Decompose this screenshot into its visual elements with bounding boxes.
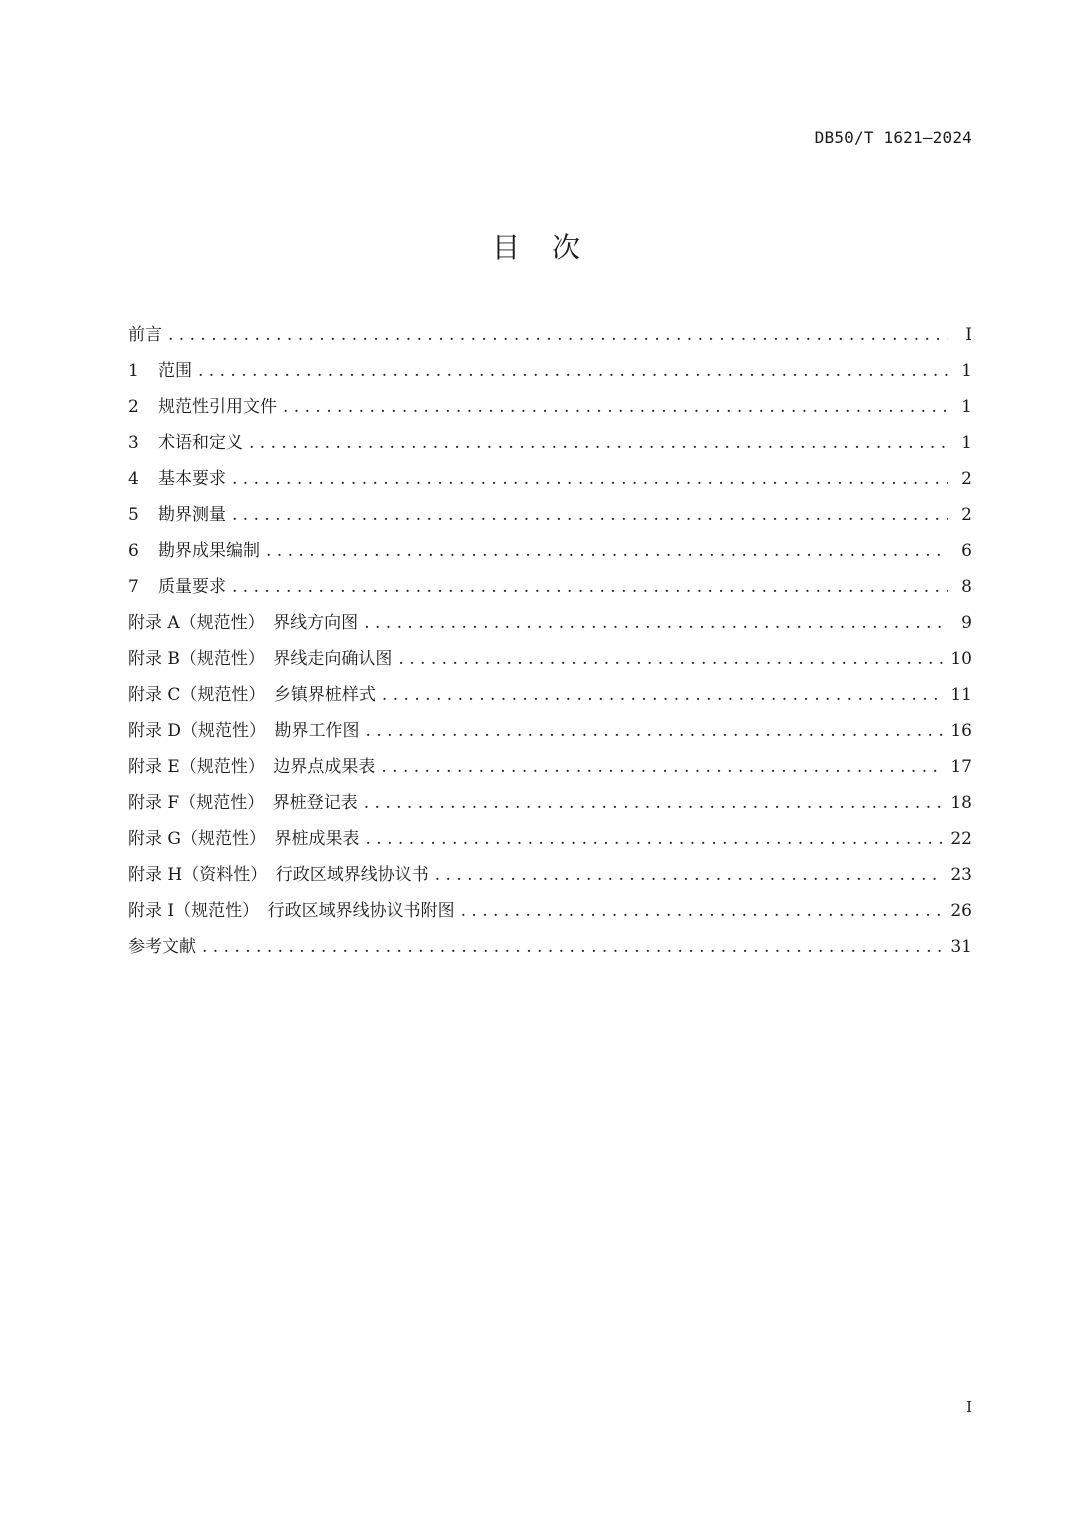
toc-page-number: 31 <box>950 937 972 957</box>
toc-page-number: I <box>965 325 972 345</box>
toc-entry-appendix-c[interactable] <box>128 680 972 716</box>
toc-page-number: 1 <box>961 361 972 381</box>
toc-page-number: 2 <box>961 505 972 525</box>
toc-section-number: 6 <box>128 541 139 561</box>
toc-page-number: 1 <box>961 433 972 453</box>
toc-label: 勘界成果编制 <box>158 541 260 561</box>
toc-leader-dots <box>266 541 948 561</box>
toc-entry-bibliography[interactable] <box>128 932 972 968</box>
toc-entry-appendix-i[interactable] <box>128 896 972 932</box>
toc-entry-foreword[interactable] <box>128 320 972 356</box>
toc-leader-dots <box>202 937 944 957</box>
toc-page-number: 22 <box>950 829 972 849</box>
toc-label: 附录 D（规范性） 勘界工作图 <box>128 721 360 741</box>
toc-leader-dots <box>398 649 944 669</box>
toc-entry-terms-definitions[interactable] <box>128 428 972 464</box>
toc-section-number: 5 <box>128 505 139 525</box>
toc-entry-quality-requirements[interactable] <box>128 572 972 608</box>
toc-leader-dots <box>366 721 945 741</box>
toc-leader-dots <box>364 793 945 813</box>
toc-page-number: 11 <box>950 685 972 705</box>
toc-leader-dots <box>283 397 948 417</box>
toc-label: 质量要求 <box>158 577 226 597</box>
toc-entry-appendix-g[interactable] <box>128 824 972 860</box>
toc-label: 前言 <box>128 325 162 345</box>
toc-leader-dots <box>232 505 948 525</box>
toc-entry-appendix-e[interactable] <box>128 752 972 788</box>
toc-label: 规范性引用文件 <box>158 397 277 417</box>
toc-leader-dots <box>232 577 948 597</box>
toc-leader-dots <box>232 469 948 489</box>
toc-entry-results-compilation[interactable] <box>128 536 972 572</box>
toc-entry-appendix-b[interactable] <box>128 644 972 680</box>
toc-leader-dots <box>365 829 944 849</box>
toc-label: 范围 <box>158 361 192 381</box>
toc-leader-dots <box>461 901 945 921</box>
toc-leader-dots <box>364 613 948 633</box>
toc-leader-dots <box>435 865 945 885</box>
toc-label: 参考文献 <box>128 937 196 957</box>
toc-section-number: 2 <box>128 397 139 417</box>
toc-page-number: 16 <box>950 721 972 741</box>
toc-leader-dots <box>381 757 944 777</box>
page-number: I <box>966 1398 972 1416</box>
toc-section-number: 4 <box>128 469 139 489</box>
toc-entry-scope[interactable] <box>128 356 972 392</box>
toc-page-number: 10 <box>950 649 972 669</box>
toc-page-number: 8 <box>961 577 972 597</box>
table-of-contents <box>128 320 972 968</box>
toc-label: 附录 C（规范性） 乡镇界桩样式 <box>128 685 376 705</box>
toc-label: 附录 H（资料性） 行政区域界线协议书 <box>128 865 429 885</box>
toc-leader-dots <box>168 325 948 345</box>
toc-label: 附录 F（规范性） 界桩登记表 <box>128 793 358 813</box>
toc-page-number: 2 <box>961 469 972 489</box>
document-code: DB50/T 1621—2024 <box>814 128 972 147</box>
toc-entry-appendix-d[interactable] <box>128 716 972 752</box>
toc-entry-basic-requirements[interactable] <box>128 464 972 500</box>
toc-label: 术语和定义 <box>158 433 243 453</box>
toc-label: 附录 E（规范性） 边界点成果表 <box>128 757 376 777</box>
toc-page-number: 26 <box>950 901 972 921</box>
toc-section-number: 3 <box>128 433 139 453</box>
toc-label: 附录 G（规范性） 界桩成果表 <box>128 829 360 849</box>
page-title: 目 次 <box>491 231 582 264</box>
toc-page-number: 6 <box>961 541 972 561</box>
toc-entry-boundary-survey[interactable] <box>128 500 972 536</box>
toc-page-number: 17 <box>950 757 972 777</box>
toc-entry-appendix-f[interactable] <box>128 788 972 824</box>
toc-page-number: 23 <box>950 865 972 885</box>
toc-entry-appendix-a[interactable] <box>128 608 972 644</box>
toc-label: 附录 I（规范性） 行政区域界线协议书附图 <box>128 901 455 921</box>
toc-page-number: 1 <box>961 397 972 417</box>
toc-page-number: 18 <box>950 793 972 813</box>
toc-page-number: 9 <box>961 613 972 633</box>
toc-label: 基本要求 <box>158 469 226 489</box>
toc-label: 勘界测量 <box>158 505 226 525</box>
toc-leader-dots <box>198 361 948 381</box>
toc-entry-appendix-h[interactable] <box>128 860 972 896</box>
toc-section-number: 1 <box>128 361 139 381</box>
toc-label: 附录 B（规范性） 界线走向确认图 <box>128 649 393 669</box>
toc-label: 附录 A（规范性） 界线方向图 <box>128 613 359 633</box>
toc-entry-normative-references[interactable] <box>128 392 972 428</box>
toc-leader-dots <box>249 433 948 453</box>
toc-leader-dots <box>382 685 944 705</box>
toc-section-number: 7 <box>128 577 139 597</box>
